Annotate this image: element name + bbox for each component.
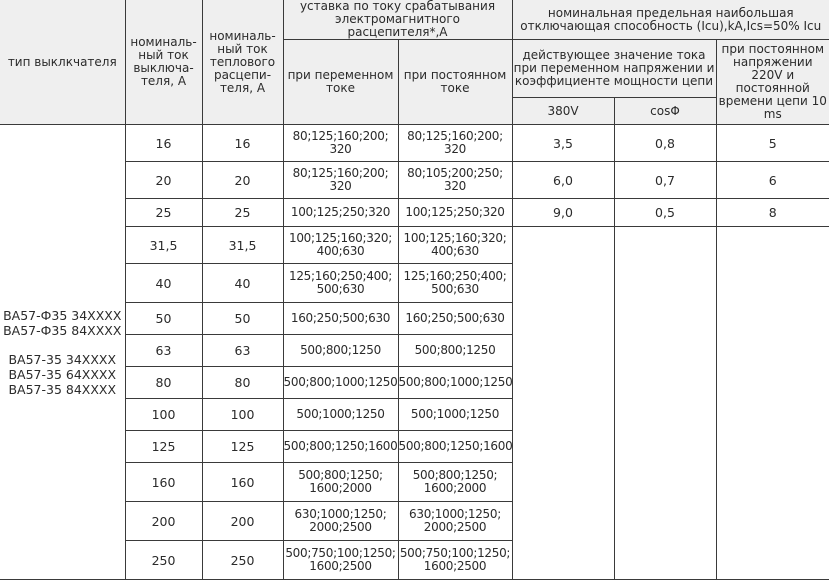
table-row <box>0 227 829 264</box>
breaker-type-cell <box>0 125 125 580</box>
icu-380v-cell: 6,0 <box>512 162 614 199</box>
table-body <box>0 125 829 580</box>
ac-setting-line: 400;630 <box>316 244 365 258</box>
ac-setting-line: 500;800;1000;1250 <box>283 375 398 389</box>
ac-setting-cell <box>283 125 398 162</box>
breaker-type-line: ВА57-35 64XXXX <box>8 366 117 382</box>
dc-setting-cell <box>398 303 512 335</box>
rated-current-cell: 63 <box>125 335 202 367</box>
ac-setting-cell <box>283 335 398 367</box>
dc-setting-cell <box>398 463 512 502</box>
header-380v: 380V <box>512 98 614 125</box>
ac-setting-cell <box>283 303 398 335</box>
breaker-type-line: ВА57-Ф35 84XXXX <box>3 322 122 338</box>
breaker-type-line: ВА57-35 34XXXX <box>8 351 117 367</box>
ac-setting-line: 500;630 <box>316 282 365 296</box>
header-effective-ac: действующее значение тока при переменном напряжении и коэффициенте мощности цепи <box>512 40 716 98</box>
ac-setting-cell <box>283 463 398 502</box>
dc-setting-line: 2000;2500 <box>423 520 487 534</box>
header-magnetic-setting: уставка по току срабатывания электромагнитного расцепителя*,А <box>283 0 512 40</box>
thermal-current-cell: 20 <box>202 162 283 199</box>
header-thermal-current: номиналь-ный ток теплового расцепи-теля, А <box>202 0 283 125</box>
ac-setting-cell <box>283 227 398 264</box>
header-breaking-capacity: номинальная предельная наибольшая отключающая способность (Icu),kA,Ics=50% Icu <box>512 0 829 40</box>
dc-setting-line: 500;750;100;1250; <box>399 546 511 560</box>
ac-setting-line: 125;160;250;400; <box>289 269 392 283</box>
dc-setting-line: 500;800;1250;1600 <box>398 439 512 453</box>
thermal-current-cell: 16 <box>202 125 283 162</box>
header-rated-current: номиналь-ный ток выключа-теля, А <box>125 0 202 125</box>
ac-setting-cell <box>283 264 398 303</box>
dc-setting-line: 320 <box>443 142 466 156</box>
thermal-current-cell: 160 <box>202 463 283 502</box>
ac-setting-line: 100;125;160;320; <box>289 231 392 245</box>
thermal-current-cell: 250 <box>202 541 283 580</box>
dc-setting-cell <box>398 162 512 199</box>
header-dc-condition: при постоянном напряжении 220V и постоянной времени цепи 10 ms <box>716 40 829 125</box>
dc-setting-cell <box>398 399 512 431</box>
dc-setting-line: 100;125;160;320; <box>403 231 507 245</box>
rated-current-cell: 160 <box>125 463 202 502</box>
thermal-current-cell: 80 <box>202 367 283 399</box>
icu-dc-cell: 5 <box>716 125 829 162</box>
rated-current-cell: 25 <box>125 199 202 227</box>
dc-setting-line: 125;160;250;400; <box>403 269 507 283</box>
icu-380v-cell: 3,5 <box>512 125 614 162</box>
dc-setting-cell <box>398 264 512 303</box>
dc-setting-line: 400;630 <box>431 244 479 258</box>
cosphi-empty <box>614 227 716 580</box>
cosphi-cell: 0,7 <box>614 162 716 199</box>
dc-setting-line: 500;800;1000;1250 <box>398 375 512 389</box>
thermal-current-cell: 50 <box>202 303 283 335</box>
ac-setting-line: 80;125;160;200; <box>292 129 389 143</box>
thermal-current-cell: 63 <box>202 335 283 367</box>
icu-dc-cell: 6 <box>716 162 829 199</box>
dc-setting-line: 80;105;200;250; <box>407 166 503 180</box>
ac-setting-line: 320 <box>329 179 352 193</box>
rated-current-cell: 40 <box>125 264 202 303</box>
ac-setting-cell <box>283 502 398 541</box>
rated-current-cell: 31,5 <box>125 227 202 264</box>
dc-setting-cell <box>398 541 512 580</box>
breaker-type-line: ВА57-Ф35 34XXXX <box>3 307 122 323</box>
table-row <box>0 125 829 162</box>
dc-setting-line: 500;800;1250; <box>412 468 498 482</box>
dc-setting-line: 320 <box>443 179 466 193</box>
dc-setting-line: 630;1000;1250; <box>409 507 501 521</box>
dc-setting-line: 160;250;500;630 <box>405 311 505 325</box>
dc-setting-cell <box>398 199 512 227</box>
rated-current-cell: 250 <box>125 541 202 580</box>
dc-setting-line: 500;800;1250 <box>414 343 496 357</box>
dc-setting-cell <box>398 502 512 541</box>
cosphi-cell: 0,8 <box>614 125 716 162</box>
header-ac: при переменном токе <box>283 40 398 125</box>
dc-setting-line: 1600;2500 <box>423 559 487 573</box>
ac-setting-line: 630;1000;1250; <box>294 507 387 521</box>
ac-setting-line: 1600;2500 <box>309 559 372 573</box>
icu-dc-empty <box>716 227 829 580</box>
cosphi-cell: 0,5 <box>614 199 716 227</box>
ac-setting-line: 2000;2500 <box>309 520 372 534</box>
ac-setting-line: 500;800;1250;1600 <box>283 439 398 453</box>
rated-current-cell: 125 <box>125 431 202 463</box>
rated-current-cell: 50 <box>125 303 202 335</box>
icu-dc-cell: 8 <box>716 199 829 227</box>
header-type: тип выклкчателя <box>0 0 125 125</box>
thermal-current-cell: 200 <box>202 502 283 541</box>
dc-setting-cell <box>398 125 512 162</box>
ac-setting-cell <box>283 162 398 199</box>
rated-current-cell: 100 <box>125 399 202 431</box>
header-dc: при постоянном токе <box>398 40 512 125</box>
dc-setting-cell <box>398 227 512 264</box>
ac-setting-line: 100;125;250;320 <box>290 205 391 219</box>
dc-setting-line: 80;125;160;200; <box>407 129 503 143</box>
ac-setting-cell <box>283 199 398 227</box>
thermal-current-cell: 31,5 <box>202 227 283 264</box>
thermal-current-cell: 25 <box>202 199 283 227</box>
ac-setting-line: 1600;2000 <box>309 481 372 495</box>
dc-setting-cell <box>398 335 512 367</box>
dc-setting-line: 100;125;250;320 <box>405 205 505 219</box>
thermal-current-cell: 100 <box>202 399 283 431</box>
header-cosphi: cosΦ <box>614 98 716 125</box>
thermal-current-cell: 125 <box>202 431 283 463</box>
ac-setting-line: 500;800;1250 <box>300 343 381 357</box>
ac-setting-line: 500;800;1250; <box>298 468 383 482</box>
icu-380v-empty <box>512 227 614 580</box>
rated-current-cell: 80 <box>125 367 202 399</box>
dc-setting-cell <box>398 431 512 463</box>
rated-current-cell: 200 <box>125 502 202 541</box>
ac-setting-cell <box>283 399 398 431</box>
ac-setting-line: 160;250;500;630 <box>290 311 391 325</box>
ac-setting-cell <box>283 431 398 463</box>
rated-current-cell: 16 <box>125 125 202 162</box>
icu-380v-cell: 9,0 <box>512 199 614 227</box>
ac-setting-line: 80;125;160;200; <box>292 166 389 180</box>
breaker-type-line: ВА57-35 84XXXX <box>8 381 117 397</box>
ac-setting-line: 500;750;100;1250; <box>285 546 396 560</box>
ac-setting-line: 320 <box>329 142 352 156</box>
dc-setting-line: 500;1000;1250 <box>410 407 500 421</box>
ac-setting-cell <box>283 541 398 580</box>
table-row <box>0 199 829 227</box>
ac-setting-line: 500;1000;1250 <box>296 407 385 421</box>
dc-setting-cell <box>398 367 512 399</box>
dc-setting-line: 1600;2000 <box>423 481 487 495</box>
rated-current-cell: 20 <box>125 162 202 199</box>
ac-setting-cell <box>283 367 398 399</box>
dc-setting-line: 500;630 <box>431 282 479 296</box>
thermal-current-cell: 40 <box>202 264 283 303</box>
table-row <box>0 162 829 199</box>
